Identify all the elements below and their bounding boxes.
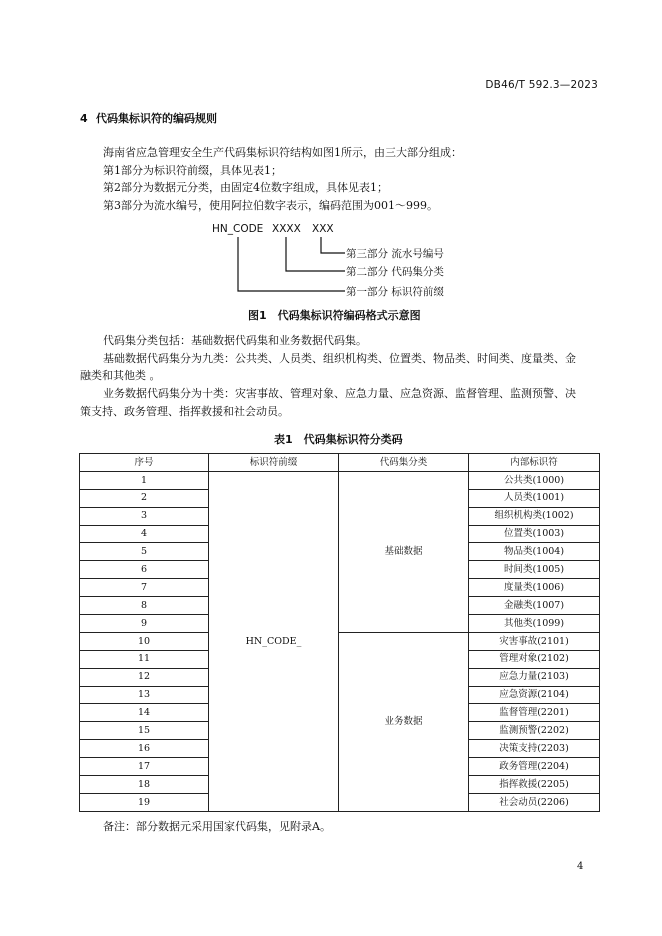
- cell-internal-id: 公共类(1000): [469, 471, 600, 489]
- table-header-row: [80, 454, 600, 472]
- cell-no: 14: [80, 704, 209, 722]
- paragraph-3-line-1: 业务数据代码集分为十类：灾害事故、管理对象、应急力量、应急资源、监督管理、监测预警、决: [103, 387, 576, 400]
- header-category: 代码集分类: [339, 454, 469, 472]
- cell-no: 17: [80, 758, 209, 776]
- table-note: 备注：部分数据元采用国家代码集，见附录A。: [103, 820, 331, 833]
- cell-internal-id: 人员类(1001): [469, 489, 600, 507]
- cell-internal-id: 应急资源(2104): [469, 686, 600, 704]
- cell-no: 5: [80, 543, 209, 561]
- section-heading: [80, 110, 217, 126]
- cell-no: 15: [80, 722, 209, 740]
- cell-internal-id: 位置类(1003): [469, 525, 600, 543]
- header-no: 序号: [80, 454, 209, 472]
- cell-no: 9: [80, 615, 209, 633]
- section-title: 代码集标识符的编码规则: [96, 112, 217, 125]
- intro-line-1: 海南省应急管理安全生产代码集标识符结构如图1所示，由三大部分组成：: [103, 146, 462, 159]
- cell-internal-id: 组织机构类(1002): [469, 507, 600, 525]
- page-number: 4: [577, 861, 584, 872]
- label-part-3: 第三部分 流水号编号: [346, 248, 444, 260]
- figure-caption: 图1 代码集标识符编码格式示意图: [248, 309, 421, 322]
- cell-internal-id: 社会动员(2206): [469, 793, 600, 811]
- section-number: 4: [80, 112, 88, 125]
- cell-no: 13: [80, 686, 209, 704]
- table-row: [80, 632, 600, 650]
- cell-no: 6: [80, 561, 209, 579]
- cell-group-basic: 基础数据: [339, 471, 469, 632]
- paragraph-2-line-2: 融类和其他类 。: [80, 369, 161, 382]
- cell-group-business: 业务数据: [339, 632, 469, 811]
- cell-no: 3: [80, 507, 209, 525]
- cell-internal-id: 应急力量(2103): [469, 668, 600, 686]
- label-part-1: 第一部分 标识符前缀: [346, 286, 444, 298]
- cell-no: 4: [80, 525, 209, 543]
- format-category: XXXX: [272, 223, 301, 235]
- cell-no: 8: [80, 597, 209, 615]
- table-caption: 表1 代码集标识符分类码: [274, 433, 403, 446]
- cell-no: 16: [80, 740, 209, 758]
- cell-no: 12: [80, 668, 209, 686]
- cell-internal-id: 监测预警(2202): [469, 722, 600, 740]
- cell-no: 10: [80, 632, 209, 650]
- cell-no: 11: [80, 650, 209, 668]
- cell-internal-id: 金融类(1007): [469, 597, 600, 615]
- cell-internal-id: 物品类(1004): [469, 543, 600, 561]
- table-row: [80, 471, 600, 489]
- cell-internal-id: 时间类(1005): [469, 561, 600, 579]
- cell-no: 19: [80, 793, 209, 811]
- cell-no: 1: [80, 471, 209, 489]
- cell-no: 18: [80, 776, 209, 794]
- cell-internal-id: 灾害事故(2101): [469, 632, 600, 650]
- header-internal-id: 内部标识符: [469, 454, 600, 472]
- cell-internal-id: 指挥救援(2205): [469, 776, 600, 794]
- diagram-connectors: [238, 237, 345, 291]
- paragraph-2-line-1: 基础数据代码集分为九类：公共类、人员类、组织机构类、位置类、物品类、时间类、度量类、金: [103, 352, 576, 365]
- cell-internal-id: 政务管理(2204): [469, 758, 600, 776]
- intro-line-2: 第1部分为标识符前缀，具体见表1；: [103, 164, 282, 177]
- cell-no: 7: [80, 579, 209, 597]
- code-format-diagram: [208, 220, 468, 300]
- cell-internal-id: 管理对象(2102): [469, 650, 600, 668]
- intro-line-4: 第3部分为流水编号，使用阿拉伯数字表示，编码范围为001～999。: [103, 199, 438, 212]
- format-prefix: HN_CODE: [212, 223, 264, 235]
- cell-internal-id: 决策支持(2203): [469, 740, 600, 758]
- cell-internal-id: 度量类(1006): [469, 579, 600, 597]
- format-serial: XXX: [312, 223, 334, 235]
- paragraph-1: 代码集分类包括：基础数据代码集和业务数据代码集。: [103, 334, 367, 347]
- classification-table: [79, 453, 600, 812]
- cell-internal-id: 其他类(1099): [469, 615, 600, 633]
- cell-no: 2: [80, 489, 209, 507]
- header-prefix: 标识符前缀: [209, 454, 339, 472]
- label-part-2: 第二部分 代码集分类: [346, 266, 444, 278]
- document-code: DB46/T 592.3—2023: [485, 79, 598, 91]
- paragraph-3-line-2: 策支持、政务管理、指挥救援和社会动员。: [80, 405, 289, 418]
- cell-internal-id: 监督管理(2201): [469, 704, 600, 722]
- cell-prefix: HN_CODE_: [209, 471, 339, 811]
- intro-line-3: 第2部分为数据元分类，由固定4位数字组成，具体见表1；: [103, 181, 388, 194]
